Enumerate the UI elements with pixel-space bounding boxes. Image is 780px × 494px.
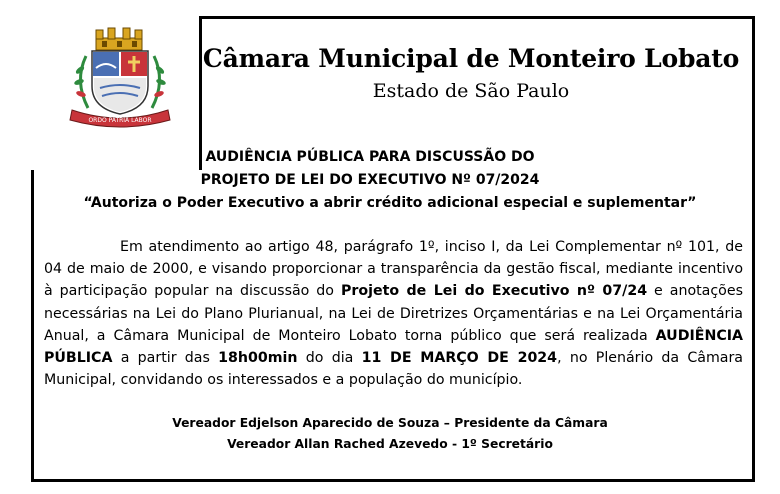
- body-text: Em atendimento ao artigo 48, parágrafo 1º, inciso I, da Lei Complementar nº 101, de 04 de maio de 2000, e visando proporcionar a transparência da gestão fiscal, mediante incentivo à participação popular na discussão do: [44, 239, 743, 300]
- body-bold-hearing: AUDIÊNCIA PÚBLICA: [44, 327, 743, 367]
- body-text: e anotações necessárias na Lei do Plano Plurianual, na Lei de Diretrizes Orçamentárias e na Lei Orçamentária Anual, a Câmara Municipal de Monteiro Lobato torna público que será realizada: [44, 283, 743, 344]
- body-bold-bill: Projeto de Lei do Executivo nº 07/24: [340, 283, 648, 300]
- body-text: a partir das: [112, 350, 219, 367]
- emblem-motto: ORDO PATRIA LABOR: [88, 117, 152, 124]
- body-bold-time: 18h00min: [218, 350, 298, 367]
- page-subtitle: Estado de São Paulo: [372, 80, 570, 102]
- page-title: Câmara Municipal de Monteiro Lobato: [202, 44, 740, 73]
- notice-heading-line1: AUDIÊNCIA PÚBLICA PARA DISCUSSÃO DO: [205, 149, 535, 165]
- notice-body: [44, 236, 743, 391]
- crown-icon: [96, 28, 142, 50]
- signature-secretary: Vereador Allan Rached Azevedo - 1º Secretário: [227, 437, 553, 451]
- shield-icon: [92, 51, 148, 114]
- signature-president: Vereador Edjelson Aparecido de Souza – Presidente da Câmara: [172, 416, 608, 430]
- notice-heading-line2: PROJETO DE LEI DO EXECUTIVO Nº 07/2024: [200, 172, 540, 188]
- body-text: do dia: [297, 350, 362, 367]
- notice-heading-line3: “Autoriza o Poder Executivo a abrir crédito adicional especial e suplementar”: [83, 195, 697, 211]
- body-text: , no Plenário da Câmara Municipal, convidando os interessados e a população do município.: [44, 350, 743, 389]
- municipal-coat-of-arms: [66, 26, 174, 130]
- body-bold-date: 11 DE MARÇO DE 2024: [361, 350, 558, 367]
